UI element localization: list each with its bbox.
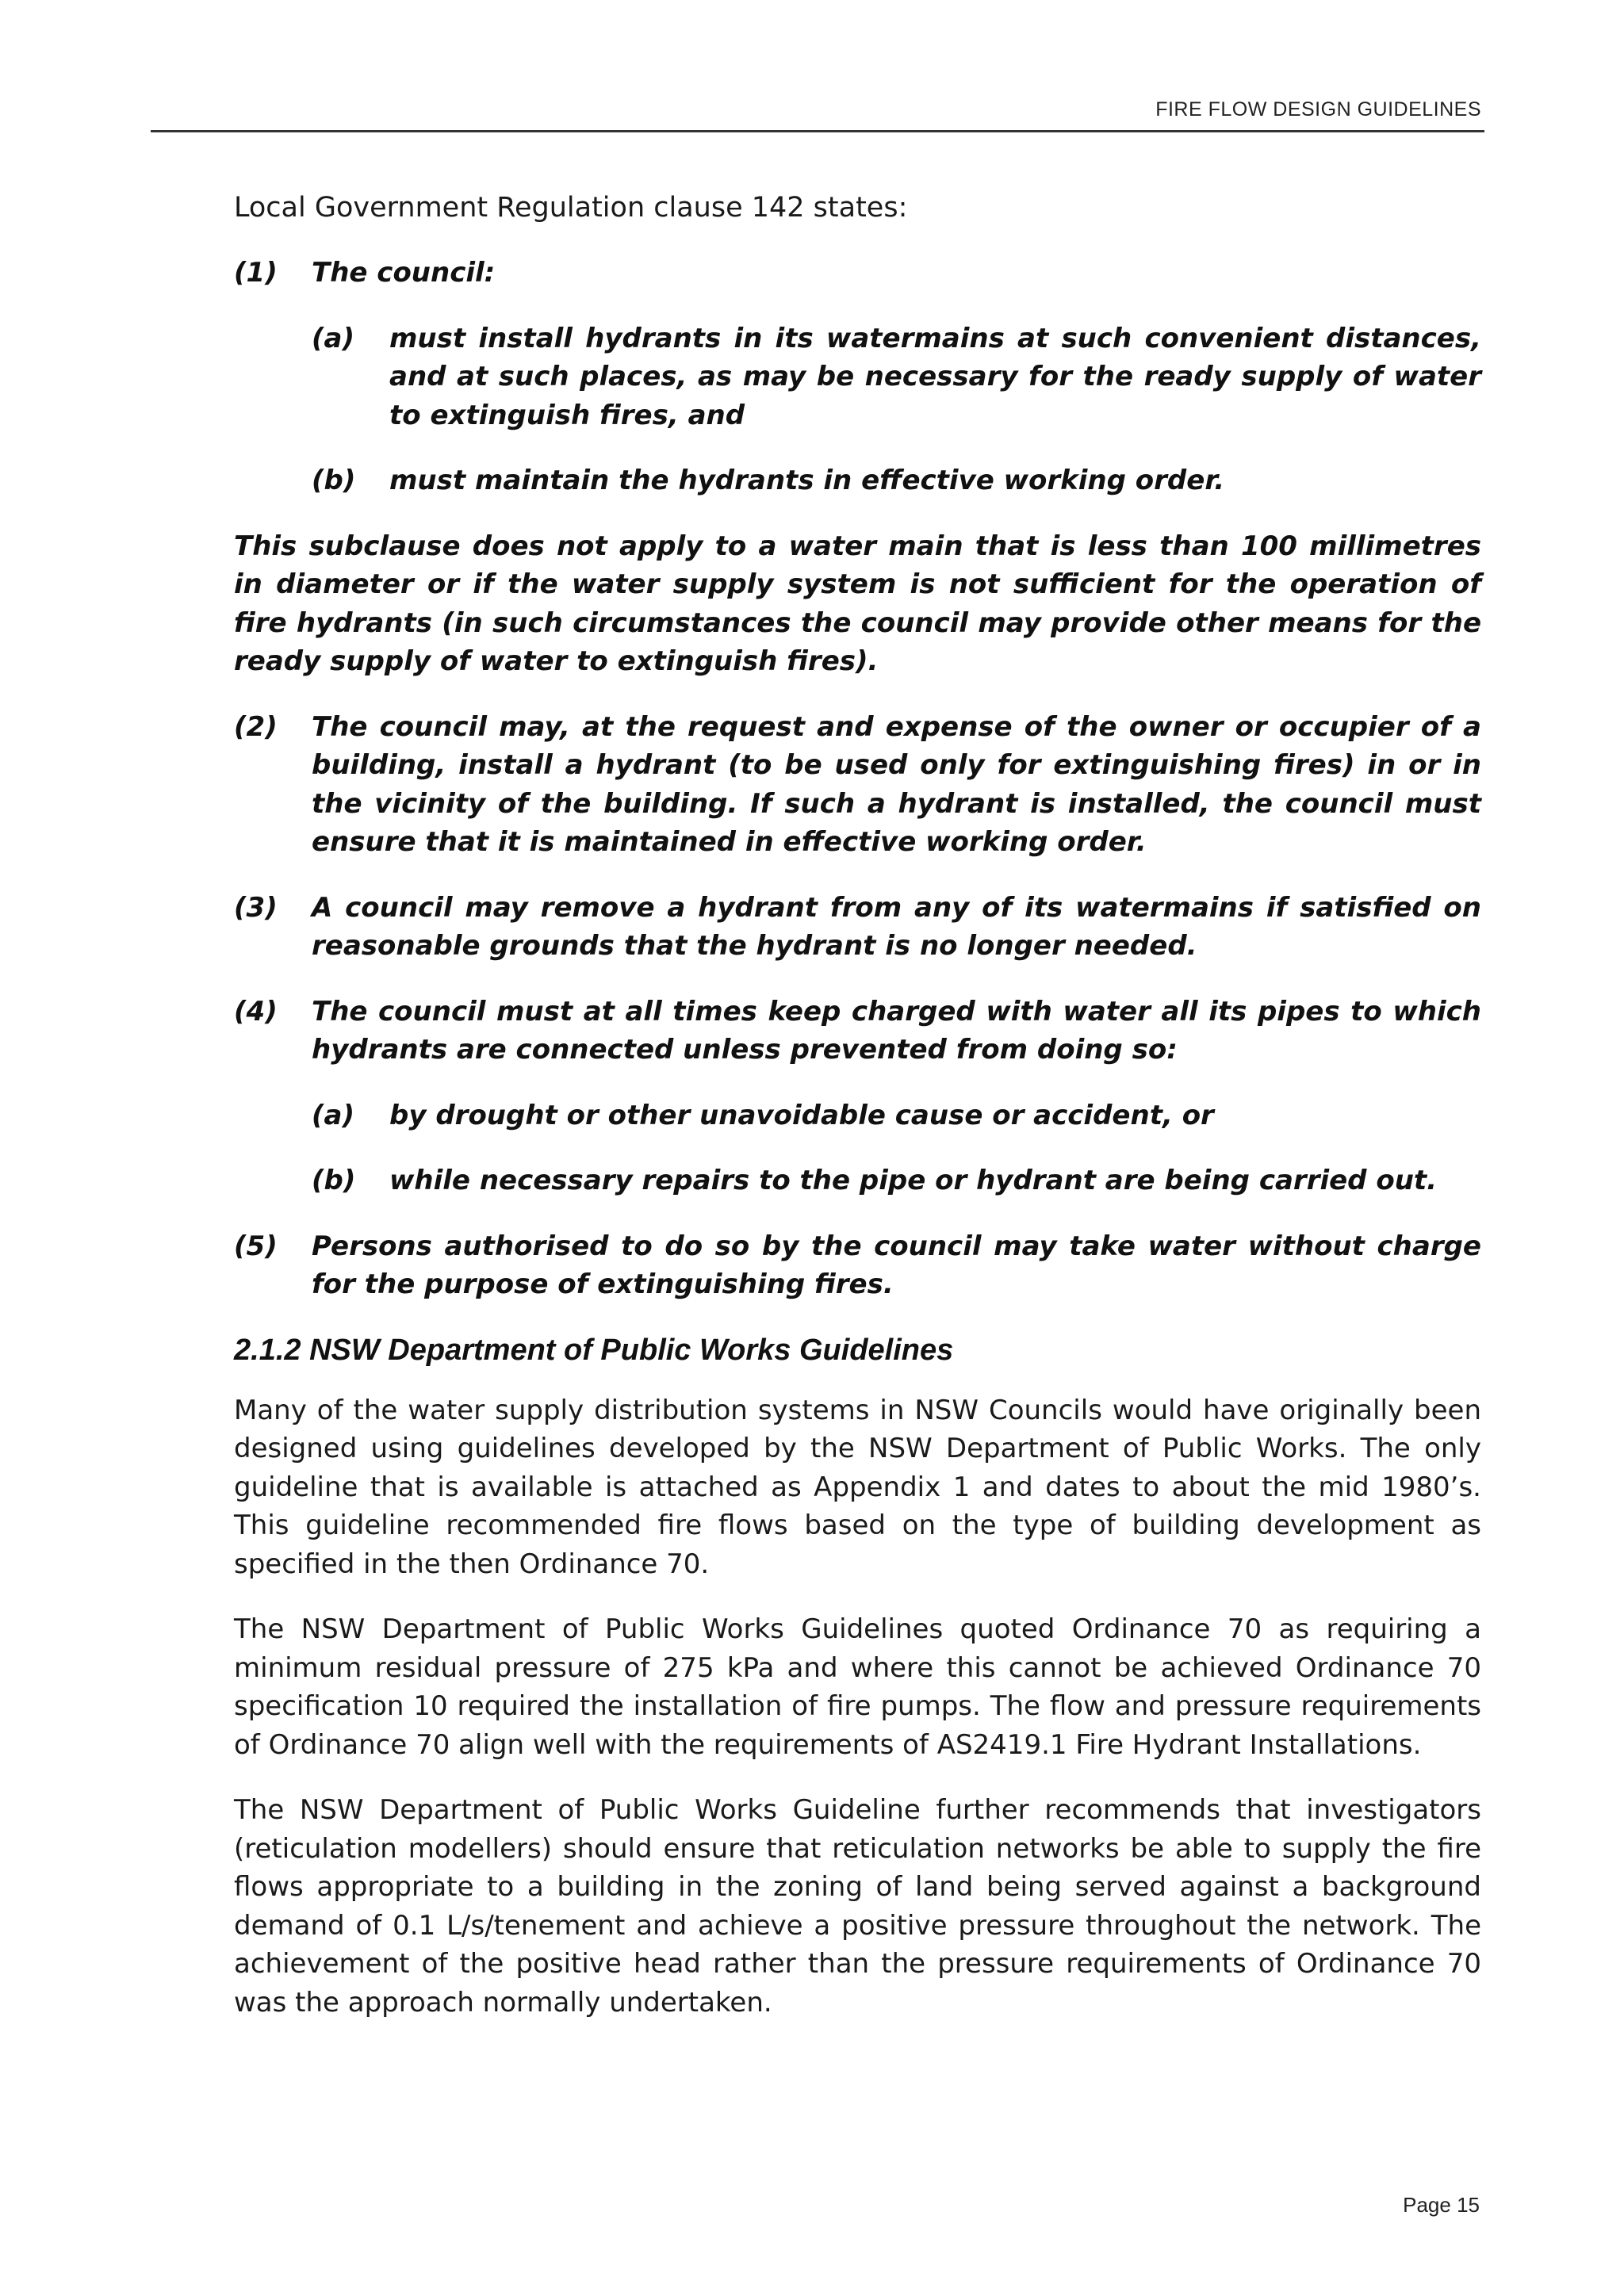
subclause-letter: (a)	[312, 322, 355, 354]
subclause-letter: (b)	[312, 1165, 356, 1196]
clause-number: (4)	[234, 995, 278, 1027]
clause-number: (5)	[234, 1230, 278, 1262]
clause-4	[234, 993, 1481, 1070]
regulation-quote	[234, 254, 1481, 1304]
intro-line: Local Government Regulation clause 142 states:	[234, 192, 908, 224]
body-paragraph-3: The NSW Department of Public Works Guideline further recommends that investigators (reticulation modellers) should ensure that reticulation networks be able to supply the fire flows appropriate to a building in the zoning of land being served against a background demand of 0.1 L/s/tenement and achieve a positive pressure throughout the network. The achievement of the positive head rather than the pressure requirements of Ordinance 70 was the approach normally undertaken.	[234, 1794, 1481, 2019]
clause-5	[234, 1227, 1481, 1304]
header-divider	[151, 130, 1484, 132]
clause-text: The council:	[312, 257, 496, 289]
clause-1-sub-a	[312, 320, 1481, 435]
page-number: Page 15	[1403, 2193, 1480, 2217]
subclause-text: while necessary repairs to the pipe or hydrant are being carried out.	[389, 1165, 1438, 1196]
clause-1	[234, 254, 1481, 293]
clause-text: The council may, at the request and expense of the owner or occupier of a building, install a hydrant (to be used only for extinguishing fires) in or in the vicinity of the building. If such a hydrant is installed, the council must ensure that it is maintained in effective working order.	[312, 710, 1481, 858]
clause-text: The council must at all times keep charged with water all its pipes to which hydrants are connected unless prevented from doing so:	[312, 995, 1481, 1066]
clause-number: (3)	[234, 891, 278, 924]
clause-number: (2)	[234, 710, 278, 743]
clause-text: A council may remove a hydrant from any of its watermains if satisfied on reasonable grounds that the hydrant is no longer needed.	[312, 891, 1481, 962]
subclause-text: must install hydrants in its watermains at such convenient distances, and at such places, as may be necessary for the ready supply of water to extinguish fires, and	[389, 322, 1481, 431]
clause-text: Persons authorised to do so by the council may take water without charge for the purpose of extinguishing fires.	[312, 1230, 1481, 1300]
clause-3	[234, 889, 1481, 966]
clause-4-sub-a	[312, 1096, 1481, 1135]
subclause-text: must maintain the hydrants in effective working order.	[389, 465, 1225, 496]
clause-1-note: This subclause does not apply to a water main that is less than 100 millimetres in diameter or if the water supply system is not sufficient for the operation of fire hydrants (in such circumstances the council may provide other means for the ready supply of water to extinguish fires).	[234, 530, 1481, 677]
page-content	[234, 189, 1481, 2049]
running-header: FIRE FLOW DESIGN GUIDELINES	[1155, 98, 1481, 121]
body-paragraph-2: The NSW Department of Public Works Guidelines quoted Ordinance 70 as requiring a minimum residual pressure of 275 kPa and where this cannot be achieved Ordinance 70 specification 10 required the installation of fire pumps. The flow and pressure requirements of Ordinance 70 align well with the requirements of AS2419.1 Fire Hydrant Installations.	[234, 1613, 1481, 1761]
section-heading: 2.1.2 NSW Department of Public Works Guidelines	[234, 1333, 954, 1367]
clause-4-sub-b	[312, 1161, 1481, 1200]
subclause-text: by drought or other unavoidable cause or accident, or	[389, 1099, 1214, 1131]
clause-number: (1)	[234, 257, 278, 289]
body-paragraph-1: Many of the water supply distribution systems in NSW Councils would have originally been designed using guidelines developed by the NSW Department of Public Works. The only guideline that is available is attached as Appendix 1 and dates to about the mid 1980’s. This guideline recommended fire flows based on the type of building development as specified in the then Ordinance 70.	[234, 1394, 1481, 1580]
clause-2	[234, 708, 1481, 862]
clause-1-sub-b	[312, 461, 1481, 500]
subclause-letter: (b)	[312, 465, 356, 496]
subclause-letter: (a)	[312, 1099, 355, 1131]
